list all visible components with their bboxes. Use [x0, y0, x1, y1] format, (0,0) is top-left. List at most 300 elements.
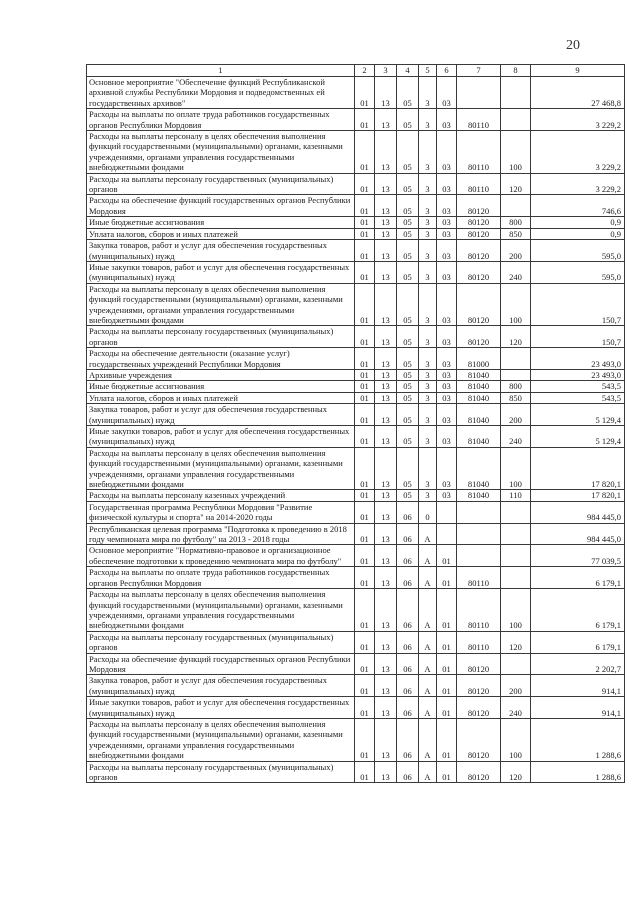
code-subprogram: 3: [419, 131, 437, 174]
code-subprogram: А: [419, 523, 437, 545]
column-header: 5: [419, 65, 437, 77]
amount: 0,9: [531, 217, 625, 228]
code-subsection: 13: [375, 545, 397, 567]
amount: 17 820,1: [531, 447, 625, 490]
row-name: Расходы на выплаты персоналу государственных (муниципальных) органов: [87, 761, 355, 783]
code-program: 05: [397, 228, 419, 239]
code-program: 06: [397, 523, 419, 545]
code-section: 01: [355, 501, 375, 523]
table-row: [87, 447, 625, 490]
code-section: 01: [355, 195, 375, 217]
code-measure: 03: [437, 369, 457, 380]
row-name: Расходы на выплаты персоналу в целях обеспечения выполнения функций государственными (муниципальными) органами, казенными учреждениями, органами управления государственными внебюджетными фондами: [87, 718, 355, 761]
code-measure: 01: [437, 545, 457, 567]
column-header: 6: [437, 65, 457, 77]
code-direction: 81000: [457, 348, 501, 370]
code-section: 01: [355, 109, 375, 131]
code-program: 05: [397, 261, 419, 283]
code-subsection: 13: [375, 447, 397, 490]
code-measure: 03: [437, 240, 457, 262]
code-expense-type: 100: [501, 718, 531, 761]
amount: 150,7: [531, 326, 625, 348]
row-name: Республиканская целевая программа "Подготовка к проведению в 2018 году чемпионата мира по футболу" на 2013 - 2018 годы: [87, 523, 355, 545]
budget-table: [86, 64, 625, 783]
column-header: 2: [355, 65, 375, 77]
code-direction: 80120: [457, 761, 501, 783]
code-measure: 01: [437, 718, 457, 761]
code-expense-type: 120: [501, 631, 531, 653]
amount: 77 039,5: [531, 545, 625, 567]
code-measure: 01: [437, 567, 457, 589]
table-row: [87, 240, 625, 262]
code-direction: 80120: [457, 217, 501, 228]
code-measure: 03: [437, 131, 457, 174]
code-subsection: 13: [375, 228, 397, 239]
row-name: Расходы на выплаты персоналу в целях обеспечения выполнения функций государственными (муниципальными) органами, казенными учреждениями, органами управления государственными внебюджетными фондами: [87, 283, 355, 326]
code-subprogram: А: [419, 697, 437, 719]
table-row: [87, 348, 625, 370]
code-direction: [457, 523, 501, 545]
amount: 0,9: [531, 228, 625, 239]
code-section: 01: [355, 240, 375, 262]
code-section: 01: [355, 392, 375, 403]
row-name: Расходы на выплаты персоналу в целях обеспечения выполнения функций государственными (муниципальными) органами, казенными учреждениями, органами управления государственными внебюджетными фондами: [87, 447, 355, 490]
code-expense-type: 120: [501, 761, 531, 783]
code-section: 01: [355, 228, 375, 239]
code-measure: 03: [437, 490, 457, 501]
code-direction: 80120: [457, 228, 501, 239]
row-name: Расходы на выплаты персоналу государственных (муниципальных) органов: [87, 326, 355, 348]
table-row: [87, 173, 625, 195]
code-expense-type: 100: [501, 447, 531, 490]
code-program: 05: [397, 392, 419, 403]
code-direction: 81040: [457, 404, 501, 426]
code-section: 01: [355, 261, 375, 283]
table-row: [87, 653, 625, 675]
code-measure: 03: [437, 261, 457, 283]
code-subsection: 13: [375, 195, 397, 217]
code-direction: 80110: [457, 589, 501, 632]
code-subsection: 13: [375, 381, 397, 392]
code-subprogram: А: [419, 567, 437, 589]
table-row: [87, 261, 625, 283]
code-section: 01: [355, 697, 375, 719]
code-section: 01: [355, 567, 375, 589]
amount: 6 179,1: [531, 631, 625, 653]
code-program: 06: [397, 718, 419, 761]
row-name: Государственная программа Республики Мордовия "Развитие физической культуры и спорта" на 2014-2020 годы: [87, 501, 355, 523]
code-measure: [437, 501, 457, 523]
code-program: 06: [397, 567, 419, 589]
code-subprogram: 3: [419, 228, 437, 239]
code-direction: 81040: [457, 490, 501, 501]
code-direction: 81040: [457, 392, 501, 403]
code-expense-type: 240: [501, 426, 531, 448]
code-direction: 80120: [457, 283, 501, 326]
code-measure: 03: [437, 381, 457, 392]
code-measure: 03: [437, 392, 457, 403]
code-direction: 80120: [457, 240, 501, 262]
column-header: 9: [531, 65, 625, 77]
code-subprogram: 3: [419, 348, 437, 370]
code-section: 01: [355, 589, 375, 632]
code-direction: 81040: [457, 426, 501, 448]
code-measure: 03: [437, 326, 457, 348]
code-subprogram: 3: [419, 173, 437, 195]
code-program: 05: [397, 348, 419, 370]
code-program: 06: [397, 653, 419, 675]
code-program: 05: [397, 131, 419, 174]
row-name: Иные закупки товаров, работ и услуг для обеспечения государственных (муниципальных) нужд: [87, 697, 355, 719]
row-name: Закупка товаров, работ и услуг для обеспечения государственных (муниципальных) нужд: [87, 240, 355, 262]
code-expense-type: [501, 77, 531, 109]
code-subsection: 13: [375, 523, 397, 545]
table-row: [87, 490, 625, 501]
code-direction: 80110: [457, 131, 501, 174]
code-direction: 80120: [457, 195, 501, 217]
code-section: 01: [355, 77, 375, 109]
code-subsection: 13: [375, 283, 397, 326]
code-subprogram: 3: [419, 261, 437, 283]
code-section: 01: [355, 326, 375, 348]
table-row: [87, 697, 625, 719]
code-measure: [437, 523, 457, 545]
code-program: 05: [397, 426, 419, 448]
code-expense-type: 240: [501, 697, 531, 719]
code-section: 01: [355, 131, 375, 174]
code-expense-type: 800: [501, 381, 531, 392]
code-program: 06: [397, 501, 419, 523]
code-section: 01: [355, 447, 375, 490]
code-expense-type: 200: [501, 240, 531, 262]
code-section: 01: [355, 217, 375, 228]
code-subsection: 13: [375, 326, 397, 348]
code-subsection: 13: [375, 109, 397, 131]
code-expense-type: [501, 567, 531, 589]
code-subsection: 13: [375, 348, 397, 370]
table-row: [87, 567, 625, 589]
code-expense-type: [501, 523, 531, 545]
code-measure: 01: [437, 675, 457, 697]
code-section: 01: [355, 653, 375, 675]
code-subprogram: 3: [419, 77, 437, 109]
row-name: Закупка товаров, работ и услуг для обеспечения государственных (муниципальных) нужд: [87, 404, 355, 426]
code-program: 06: [397, 589, 419, 632]
code-subsection: 13: [375, 490, 397, 501]
row-name: Закупка товаров, работ и услуг для обеспечения государственных (муниципальных) нужд: [87, 675, 355, 697]
amount: 914,1: [531, 675, 625, 697]
code-measure: 03: [437, 426, 457, 448]
code-direction: 80120: [457, 718, 501, 761]
code-expense-type: 120: [501, 173, 531, 195]
code-direction: 80120: [457, 261, 501, 283]
table-row: [87, 404, 625, 426]
code-subsection: 13: [375, 131, 397, 174]
code-subsection: 13: [375, 240, 397, 262]
code-subsection: 13: [375, 426, 397, 448]
code-program: 06: [397, 631, 419, 653]
table-row: [87, 326, 625, 348]
code-program: 05: [397, 369, 419, 380]
code-expense-type: [501, 653, 531, 675]
code-expense-type: 200: [501, 404, 531, 426]
code-expense-type: [501, 369, 531, 380]
code-subsection: 13: [375, 404, 397, 426]
code-direction: 80120: [457, 675, 501, 697]
row-name: Уплата налогов, сборов и иных платежей: [87, 392, 355, 403]
code-subprogram: 3: [419, 240, 437, 262]
code-direction: 81040: [457, 369, 501, 380]
code-direction: 80110: [457, 173, 501, 195]
code-measure: 03: [437, 404, 457, 426]
code-expense-type: 800: [501, 217, 531, 228]
amount: 595,0: [531, 240, 625, 262]
code-direction: 81040: [457, 381, 501, 392]
code-measure: 03: [437, 77, 457, 109]
code-subprogram: А: [419, 653, 437, 675]
amount: 914,1: [531, 697, 625, 719]
table-row: [87, 523, 625, 545]
code-direction: 80120: [457, 326, 501, 348]
row-name: Расходы на выплаты персоналу казенных учреждений: [87, 490, 355, 501]
code-direction: 80110: [457, 631, 501, 653]
code-measure: 01: [437, 589, 457, 632]
code-program: 05: [397, 326, 419, 348]
code-measure: 03: [437, 173, 457, 195]
code-program: 05: [397, 447, 419, 490]
code-expense-type: [501, 545, 531, 567]
amount: 150,7: [531, 283, 625, 326]
code-subsection: 13: [375, 77, 397, 109]
amount: 3 229,2: [531, 109, 625, 131]
table-row: [87, 77, 625, 109]
code-section: 01: [355, 718, 375, 761]
table-row: [87, 589, 625, 632]
code-subprogram: 3: [419, 369, 437, 380]
table-row: [87, 501, 625, 523]
code-section: 01: [355, 631, 375, 653]
amount: 746,6: [531, 195, 625, 217]
code-section: 01: [355, 490, 375, 501]
code-subprogram: А: [419, 631, 437, 653]
amount: 1 288,6: [531, 718, 625, 761]
code-section: 01: [355, 523, 375, 545]
code-program: 05: [397, 240, 419, 262]
amount: 1 288,6: [531, 761, 625, 783]
code-expense-type: 200: [501, 675, 531, 697]
row-name: Расходы на выплаты персоналу государственных (муниципальных) органов: [87, 173, 355, 195]
code-expense-type: 240: [501, 261, 531, 283]
code-program: 06: [397, 675, 419, 697]
code-subprogram: А: [419, 761, 437, 783]
code-subprogram: 3: [419, 195, 437, 217]
row-name: Иные бюджетные ассигнования: [87, 381, 355, 392]
code-section: 01: [355, 348, 375, 370]
code-expense-type: [501, 348, 531, 370]
code-section: 01: [355, 381, 375, 392]
code-subsection: 13: [375, 261, 397, 283]
code-subprogram: 3: [419, 109, 437, 131]
code-subprogram: 3: [419, 404, 437, 426]
code-direction: 80120: [457, 697, 501, 719]
code-expense-type: 850: [501, 228, 531, 239]
code-measure: 03: [437, 283, 457, 326]
code-section: 01: [355, 369, 375, 380]
table-body: [87, 77, 625, 783]
code-subsection: 13: [375, 501, 397, 523]
table-row: [87, 217, 625, 228]
table-row: [87, 426, 625, 448]
code-direction: 80120: [457, 653, 501, 675]
amount: 2 202,7: [531, 653, 625, 675]
code-expense-type: 120: [501, 326, 531, 348]
code-direction: [457, 545, 501, 567]
code-subsection: 13: [375, 675, 397, 697]
amount: 3 229,2: [531, 131, 625, 174]
table-row: [87, 675, 625, 697]
row-name: Расходы на выплаты персоналу в целях обеспечения выполнения функций государственными (муниципальными) органами, казенными учреждениями, органами управления государственными внебюджетными фондами: [87, 589, 355, 632]
code-section: 01: [355, 761, 375, 783]
code-measure: 03: [437, 348, 457, 370]
code-measure: 03: [437, 447, 457, 490]
code-program: 05: [397, 404, 419, 426]
code-program: 05: [397, 490, 419, 501]
row-name: Расходы на выплаты по оплате труда работников государственных органов Республики Мордовия: [87, 567, 355, 589]
row-name: Основное мероприятие "Обеспечение функций Республиканской архивной службы Республики Мордовия и подведомственных ей государственных архивов": [87, 77, 355, 109]
amount: 543,5: [531, 381, 625, 392]
code-section: 01: [355, 173, 375, 195]
code-measure: 01: [437, 761, 457, 783]
code-subsection: 13: [375, 697, 397, 719]
column-header: 1: [87, 65, 355, 77]
code-subprogram: 3: [419, 326, 437, 348]
code-subprogram: 3: [419, 381, 437, 392]
code-subsection: 13: [375, 392, 397, 403]
code-subprogram: 3: [419, 392, 437, 403]
code-program: 05: [397, 77, 419, 109]
amount: 984 445,0: [531, 501, 625, 523]
row-name: Иные закупки товаров, работ и услуг для обеспечения государственных (муниципальных) нужд: [87, 261, 355, 283]
page-number: 20: [566, 38, 580, 53]
code-subprogram: А: [419, 675, 437, 697]
code-subsection: 13: [375, 761, 397, 783]
code-subsection: 13: [375, 369, 397, 380]
code-subprogram: А: [419, 545, 437, 567]
table-row: [87, 131, 625, 174]
code-program: 06: [397, 761, 419, 783]
code-subprogram: 0: [419, 501, 437, 523]
code-section: 01: [355, 426, 375, 448]
amount: 6 179,1: [531, 589, 625, 632]
code-subprogram: А: [419, 718, 437, 761]
column-header: 8: [501, 65, 531, 77]
table-row: [87, 195, 625, 217]
code-section: 01: [355, 283, 375, 326]
code-direction: [457, 501, 501, 523]
code-subprogram: 3: [419, 490, 437, 501]
table-row: [87, 545, 625, 567]
code-expense-type: 100: [501, 131, 531, 174]
amount: 3 229,2: [531, 173, 625, 195]
table-row: [87, 283, 625, 326]
row-name: Расходы на выплаты персоналу государственных (муниципальных) органов: [87, 631, 355, 653]
row-name: Уплата налогов, сборов и иных платежей: [87, 228, 355, 239]
code-measure: 03: [437, 195, 457, 217]
code-subsection: 13: [375, 653, 397, 675]
row-name: Расходы на обеспечение функций государственных органов Республики Мордовия: [87, 653, 355, 675]
table-row: [87, 228, 625, 239]
code-direction: 80110: [457, 567, 501, 589]
code-program: 05: [397, 217, 419, 228]
code-measure: 01: [437, 697, 457, 719]
row-name: Расходы на обеспечение функций государственных органов Республики Мордовия: [87, 195, 355, 217]
code-measure: 01: [437, 631, 457, 653]
row-name: Расходы на обеспечение деятельности (оказание услуг) государственных учреждений Республики Мордовия: [87, 348, 355, 370]
amount: 5 129,4: [531, 404, 625, 426]
code-section: 01: [355, 675, 375, 697]
code-subprogram: А: [419, 589, 437, 632]
column-header: 3: [375, 65, 397, 77]
code-direction: 80110: [457, 109, 501, 131]
code-measure: 03: [437, 217, 457, 228]
code-measure: 03: [437, 228, 457, 239]
code-direction: [457, 77, 501, 109]
row-name: Расходы на выплаты персоналу в целях обеспечения выполнения функций государственными (муниципальными) органами, казенными учреждениями, органами управления государственными внебюджетными фондами: [87, 131, 355, 174]
code-expense-type: [501, 501, 531, 523]
column-header: 7: [457, 65, 501, 77]
table-row: [87, 718, 625, 761]
code-program: 05: [397, 109, 419, 131]
table-row: [87, 369, 625, 380]
row-name: Архивные учреждения: [87, 369, 355, 380]
row-name: Иные бюджетные ассигнования: [87, 217, 355, 228]
code-expense-type: 100: [501, 589, 531, 632]
code-program: 06: [397, 545, 419, 567]
amount: 17 820,1: [531, 490, 625, 501]
row-name: Расходы на выплаты по оплате труда работников государственных органов Республики Мордовия: [87, 109, 355, 131]
code-subsection: 13: [375, 589, 397, 632]
code-program: 05: [397, 195, 419, 217]
amount: 27 468,8: [531, 77, 625, 109]
table-row: [87, 109, 625, 131]
table-header-row: [87, 65, 625, 77]
code-expense-type: [501, 109, 531, 131]
code-program: 06: [397, 697, 419, 719]
code-expense-type: 110: [501, 490, 531, 501]
code-subsection: 13: [375, 631, 397, 653]
amount: 595,0: [531, 261, 625, 283]
code-direction: 81040: [457, 447, 501, 490]
code-subsection: 13: [375, 718, 397, 761]
amount: 23 493,0: [531, 369, 625, 380]
row-name: Иные закупки товаров, работ и услуг для обеспечения государственных (муниципальных) нужд: [87, 426, 355, 448]
code-subprogram: 3: [419, 447, 437, 490]
code-expense-type: [501, 195, 531, 217]
amount: 5 129,4: [531, 426, 625, 448]
amount: 543,5: [531, 392, 625, 403]
amount: 6 179,1: [531, 567, 625, 589]
code-measure: 01: [437, 653, 457, 675]
code-subsection: 13: [375, 567, 397, 589]
amount: 23 493,0: [531, 348, 625, 370]
code-section: 01: [355, 404, 375, 426]
column-header: 4: [397, 65, 419, 77]
code-section: 01: [355, 545, 375, 567]
row-name: Основное мероприятие "Нормативно-правовое и организационное обеспечение подготовки к проведению чемпионата мира по футболу": [87, 545, 355, 567]
code-expense-type: 100: [501, 283, 531, 326]
table-row: [87, 631, 625, 653]
code-subprogram: 3: [419, 283, 437, 326]
